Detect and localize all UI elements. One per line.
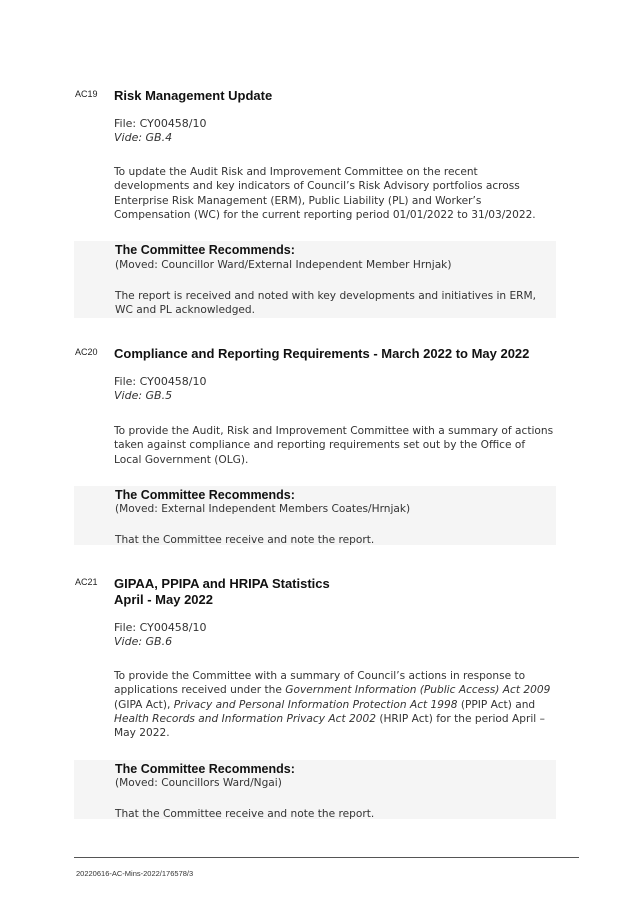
file-number: File: CY00458/10	[114, 117, 207, 130]
vide-reference: Vide: GB.5	[114, 389, 173, 402]
moved-line: (Moved: External Independent Members Coates/Hrnjak)	[115, 503, 411, 515]
footer-reference: 20220616-AC-Mins-2022/176578/3	[76, 869, 194, 878]
purpose-paragraph: To provide the Audit, Risk and Improvement Committee with a summary of actions taken against compliance and reporting requirements set out by the Office of Local Government (OLG).	[114, 425, 554, 466]
recommendation-heading: The Committee Recommends:	[115, 488, 295, 502]
purpose-text: To provide the Committee with a summary of Council’s actions in response to applications received under the	[114, 670, 526, 697]
item-title-line: April - May 2022	[114, 592, 213, 607]
resolution-text: That the Committee receive and note the report.	[115, 808, 375, 820]
footer-divider	[74, 857, 579, 858]
purpose-paragraph: To update the Audit Risk and Improvement Committee on the recent developments and key indicators of Council’s Risk Advisory portfolios across Enterprise Risk Management (ERM), Public Liability (PL) and Worker’s Compensation (WC) for the current reporting period 01/01/2022 to 31/03/2022.	[114, 166, 536, 221]
item-title	[114, 576, 330, 608]
moved-line: (Moved: Councillors Ward/Ngai)	[115, 777, 282, 789]
item-number: AC20	[75, 347, 98, 357]
recommendation-heading: The Committee Recommends:	[115, 762, 295, 776]
vide-reference: Vide: GB.6	[114, 635, 173, 648]
file-number: File: CY00458/10	[114, 621, 207, 634]
recommendation-box	[74, 760, 556, 819]
item-number: AC21	[75, 577, 98, 587]
item-title: Risk Management Update	[114, 88, 273, 103]
purpose-text: (HRIP Act) for the period April – May 2022.	[114, 712, 545, 740]
file-reference	[114, 621, 207, 649]
file-reference	[114, 375, 207, 403]
recommendation-heading: The Committee Recommends:	[115, 243, 295, 257]
resolution-text: That the Committee receive and note the report.	[115, 534, 375, 546]
item-number: AC19	[75, 89, 98, 99]
act-title: Privacy and Personal Information Protection Act 1998	[173, 698, 458, 711]
purpose-text: (PPIP Act) and	[457, 698, 536, 711]
recommendation-box	[74, 241, 556, 318]
purpose-text: (GIPA Act),	[114, 698, 174, 711]
item-title-line: GIPAA, PPIPA and HRIPA Statistics	[114, 576, 330, 591]
purpose-paragraph	[114, 669, 554, 740]
recommendation-box	[74, 486, 556, 545]
vide-reference: Vide: GB.4	[114, 131, 173, 144]
file-number: File: CY00458/10	[114, 375, 207, 388]
moved-line: (Moved: Councillor Ward/External Independent Member Hrnjak)	[115, 259, 452, 271]
item-title: Compliance and Reporting Requirements - March 2022 to May 2022	[114, 346, 530, 361]
file-reference	[114, 117, 207, 145]
act-title: Government Information (Public Access) Act 2009	[285, 684, 551, 697]
resolution-text: The report is received and noted with key developments and initiatives in ERM, WC and PL acknowledged.	[115, 290, 537, 317]
act-title: Health Records and Information Privacy Act 2002	[114, 712, 376, 725]
